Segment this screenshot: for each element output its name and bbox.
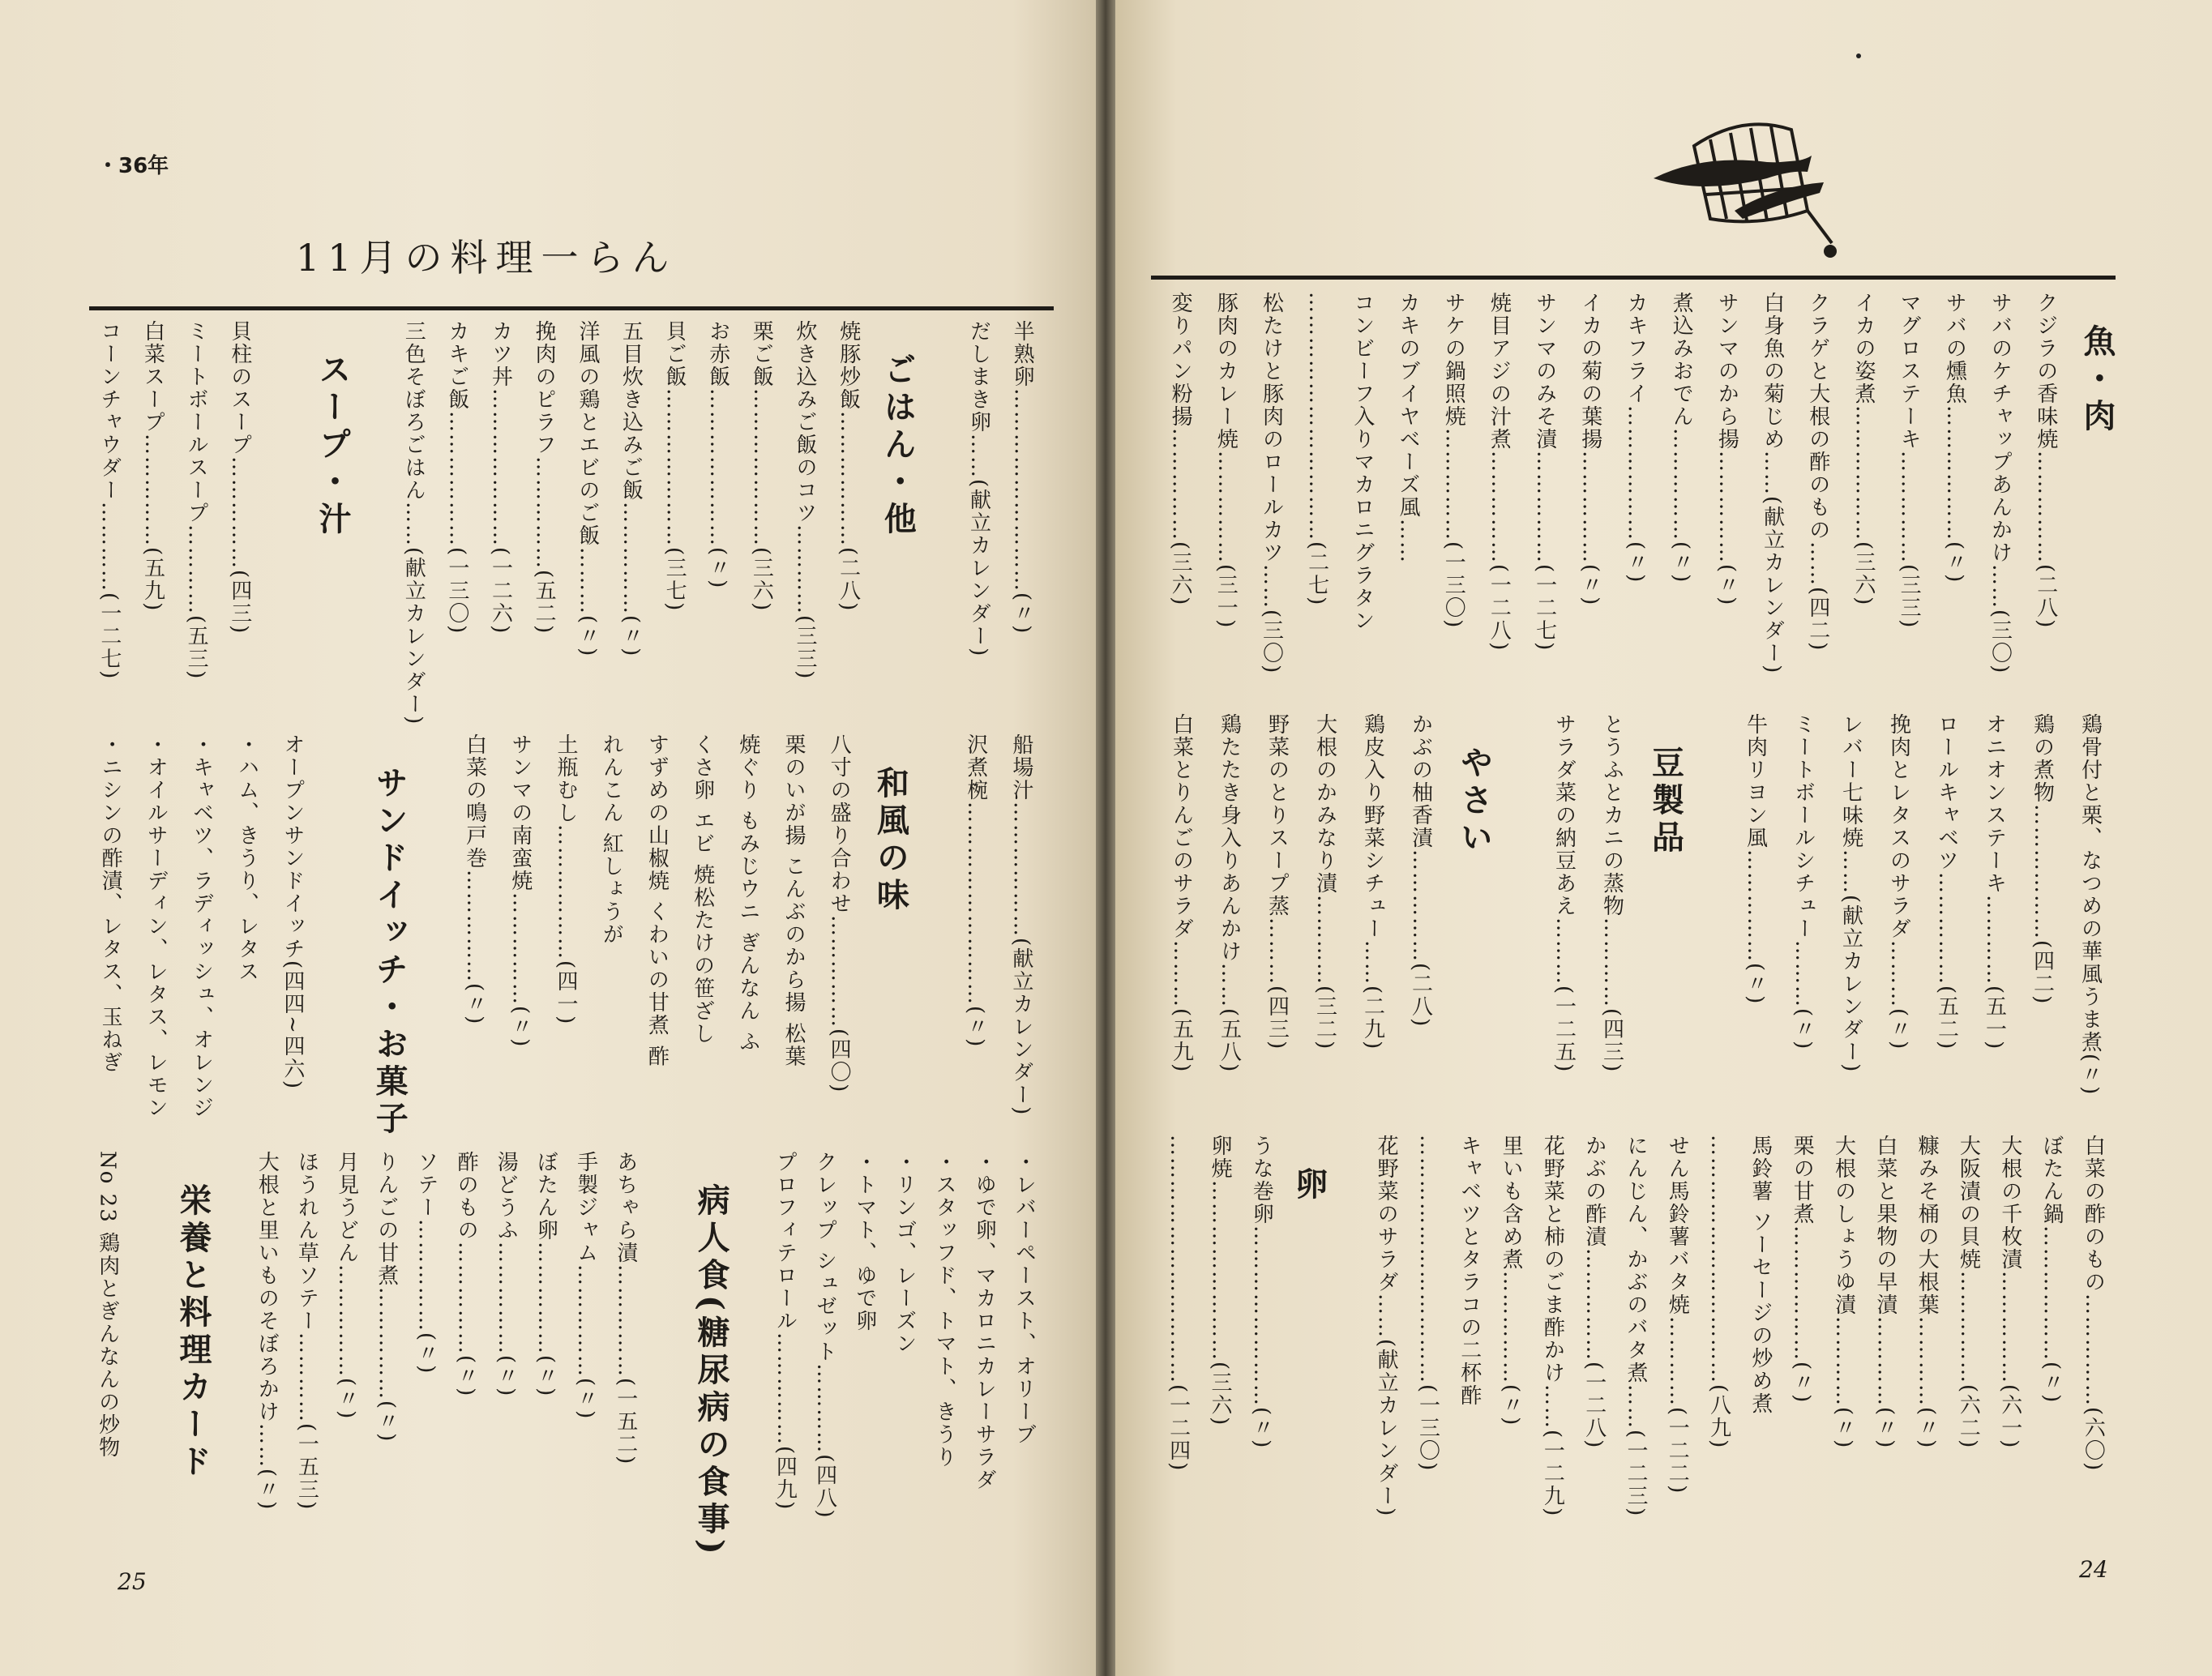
menu-entry: 煮込みおでん……………(〃) (1669, 292, 1694, 584)
menu-entry: イカの姿煮………………(三六) (1850, 292, 1876, 607)
menu-entry: 花野菜のサラダ……(献立カレンダー) (1374, 1135, 1399, 1518)
menu-entry: 白菜の鳴戸巻……………(〃) (462, 733, 487, 1026)
menu-entry: ・スタッフド、トマト、きうり (932, 1151, 957, 1469)
menu-entry: 鶏骨付と栗、なつめの華風うま煮(〃) (2077, 713, 2103, 1097)
menu-entry: 白菜とりんごのサラダ………(五九) (1169, 713, 1194, 1074)
page-number-left: 25 (118, 1568, 147, 1595)
section-heading: 和風の味 (871, 766, 910, 915)
menu-entry: プロフィテロール……………(四九) (772, 1151, 798, 1511)
menu-entry: サケの鍋照焼……………(一三〇) (1441, 292, 1466, 630)
menu-entry: 野菜のとりスープ蒸………(四三) (1264, 713, 1290, 1051)
menu-entry: 焼ぐり もみじウニ ぎんなん ふ (735, 733, 760, 1054)
section-heading: 卵 (1290, 1167, 1328, 1204)
menu-entry: キャベツとタラコの二杯酢 (1457, 1135, 1482, 1407)
right-lower-section (1159, 1135, 2116, 1540)
menu-entry: ・レバーペースト、オリーブ (1012, 1151, 1037, 1446)
menu-entry: ソテー……………(〃) (413, 1151, 439, 1375)
menu-entry: 白菜スープ……………(五九) (140, 320, 165, 613)
grilled-fish-on-rack-icon (1645, 97, 1840, 267)
menu-entry: ・キャベツ、ラディッシュ、オレンジ (189, 733, 214, 1119)
menu-entry: 五目炊き込みご飯……………(〃) (618, 320, 644, 658)
menu-entry: レバー七味焼……(献立カレンダー) (1838, 713, 1863, 1074)
menu-entry: あちゃら漬……………(一五二) (613, 1151, 638, 1466)
menu-entry: サンマの南蛮焼……………(〃) (507, 733, 533, 1049)
menu-entry: 花野菜と柿のごま酢かけ……(一二九) (1540, 1135, 1565, 1518)
menu-entry: No 23 鶏肉とぎんなんの炒物 (95, 1151, 120, 1460)
menu-entry: ……………………………(一三〇) (1415, 1135, 1440, 1473)
menu-entry: ……………………………(一二四) (1166, 1135, 1191, 1473)
menu-entry: 栗ご飯…………………(三六) (749, 320, 774, 613)
ink-dot (1856, 53, 1861, 58)
menu-entry: とうふとカニの蒸物…………(四三) (1599, 713, 1624, 1074)
menu-entry: 三色そぼろごはん……(献立カレンダー) (401, 320, 426, 726)
menu-entry: 沢煮椀………………………(〃) (963, 733, 988, 1049)
menu-entry: 貝ご飯…………………(三七) (662, 320, 687, 613)
menu-entry: 半熟卵………………………(〃) (1010, 320, 1035, 635)
menu-entry: うな巻卵……………………(〃) (1249, 1135, 1274, 1450)
menu-entry: ……………………………(二七) (1304, 292, 1329, 607)
menu-entry: イカの菊の葉揚……………(〃) (1577, 292, 1602, 607)
menu-entry: カキご飯………………(一三〇) (444, 320, 469, 635)
menu-entry: 糠みそ桶の大根葉…………(〃) (1915, 1135, 1940, 1450)
menu-entry: ・オイルサーディン、レタス、レモン (143, 733, 169, 1119)
menu-entry: 鶏の煮物………………(四二) (2030, 713, 2055, 1006)
left-middle-section (89, 733, 1046, 1139)
menu-entry: 大阪漬の貝焼……………(六二) (1956, 1135, 1981, 1450)
menu-entry: 焼目アジの汁煮……………(一二八) (1487, 292, 1512, 652)
menu-entry: 松たけと豚肉のロールカツ……(三〇) (1259, 292, 1284, 675)
menu-entry: 炊き込みご飯のコツ…………(三三) (793, 320, 817, 681)
menu-entry: サバの燻魚………………(〃) (1942, 292, 1967, 584)
menu-entry: 白菜と果物の早漬…………(〃) (1872, 1135, 1898, 1450)
menu-entry: 焼豚炒飯………………(二八) (836, 320, 861, 613)
menu-entry: ほうれん草ソテー…………(一五三) (294, 1151, 319, 1511)
title-rule-right (1151, 276, 2116, 280)
menu-entry: クラゲと大根の酢のもの……(四二) (1805, 292, 1830, 652)
menu-entry: ぼたん鍋………………(〃) (2039, 1135, 2064, 1405)
menu-entry: コーンチャウダー…………(一二七) (96, 320, 122, 681)
menu-entry: すずめの山椒焼 くわいの甘煮 酢 (644, 733, 670, 1068)
section-heading: 豆製品 (1646, 746, 1685, 857)
menu-entry: 牛肉リヨン風……………(〃) (1743, 713, 1768, 1006)
menu-entry: 里いも含め煮……………(〃) (1499, 1135, 1524, 1427)
menu-entry: カキのブイヤベーズ風…… (1396, 292, 1421, 564)
menu-entry: 白菜の酢のもの……………(六〇) (2081, 1135, 2106, 1473)
menu-entry: ・ハム、きうり、レタス (234, 733, 259, 983)
menu-entry: 卵焼……………………(三六) (1207, 1135, 1232, 1427)
page-number-right: 24 (2079, 1556, 2108, 1583)
menu-entry: 栗のいが揚 こんぶのから揚 松葉 (781, 733, 806, 1068)
menu-entry: 八寸の盛り合わせ……………(四〇) (827, 733, 852, 1094)
section-heading: スープ・汁 (314, 353, 352, 539)
menu-entry: 貝柱のスープ……………(四三) (227, 320, 252, 635)
menu-entry: 酢のもの……………(〃) (454, 1151, 479, 1398)
right-upper-section (1159, 292, 2116, 697)
section-heading: サンドイッチ・お菓子 (370, 766, 409, 1139)
menu-entry: かぶの柚香漬……………(二八) (1408, 713, 1433, 1028)
left-lower-section (89, 1151, 1046, 1559)
menu-entry: 豚肉のカレー焼……………(三一) (1213, 292, 1239, 630)
menu-entry: 船場汁………………(献立カレンダー) (1008, 733, 1033, 1117)
menu-entry: 大根と里いものそぼろかけ……(〃) (255, 1151, 280, 1511)
menu-entry: ・ゆで卵、マカロニカレーサラダ (972, 1151, 997, 1491)
menu-entry: だしまき卵……(献立カレンダー) (966, 320, 991, 658)
menu-entry: オープンサンドイッチ(四四~四六) (280, 733, 305, 1091)
menu-entry: マグロステーキ……………(三三) (1897, 292, 1922, 630)
menu-entry: れんこん 紅しょうが (599, 733, 624, 947)
menu-entry: サバのケチャップあんかけ……(三〇) (1987, 292, 2013, 675)
menu-entry: 鶏皮入り野菜シチュー……(二九) (1360, 713, 1385, 1051)
menu-entry: 大根のしょうゆ漬…………(〃) (1831, 1135, 1856, 1450)
menu-entry: オニオンステーキ…………(五一) (1982, 713, 2007, 1051)
menu-entry: ミートボールスープ…………(五三) (184, 320, 209, 681)
menu-entry: 馬鈴薯 ソーセージの炒め煮 (1748, 1135, 1773, 1416)
menu-entry: 挽肉のピラフ……………(五二) (532, 320, 557, 635)
menu-entry: 湯どうふ……………(〃) (494, 1151, 519, 1398)
menu-entry: ミートボールシチュー………(〃) (1791, 713, 1816, 1051)
menu-entry: 白身魚の菊じめ……(献立カレンダー) (1760, 292, 1785, 675)
section-heading: 魚・肉 (2077, 324, 2116, 436)
menu-entry: かぶの酢漬……………(一二八) (1581, 1135, 1607, 1450)
menu-entry: 月見うどん……………(〃) (334, 1151, 359, 1421)
menu-entry: クレップ シュゼット…………(四八) (812, 1151, 837, 1520)
menu-entry: 洋風の鶏とエビのご飯………(〃) (575, 320, 600, 658)
book-gutter (1096, 0, 1115, 1676)
menu-entry: 変りパン粉揚……………(三六) (1168, 292, 1193, 607)
right-middle-section (1159, 713, 2116, 1118)
section-heading: ごはん・他 (879, 353, 918, 539)
menu-entry: ・トマト、ゆで卵 (852, 1151, 877, 1332)
menu-entry: 大根の千枚漬……………(六一) (1997, 1135, 2022, 1450)
menu-entry: 鶏たたき身入りあんかけ……(五八) (1217, 713, 1242, 1074)
menu-entry: ロールキャベツ……………(五二) (1934, 713, 1959, 1051)
year-label: ・36年 (97, 154, 169, 178)
section-heading: 病人食(糖尿病の食事) (692, 1183, 731, 1559)
menu-entry: サンマのから揚……………(〃) (1714, 292, 1739, 607)
menu-entry: コンビーフ入りマカロニグラタン (1350, 292, 1375, 632)
left-upper-section (89, 320, 1046, 726)
title-rule-left (89, 306, 1054, 310)
page-title: 11月の料理一らん (296, 236, 678, 280)
menu-entry: ぼたん卵……………(〃) (533, 1151, 558, 1398)
menu-entry: カキフライ………………(〃) (1624, 292, 1648, 584)
menu-entry: サンマのみそ漬……………(一二七) (1532, 292, 1557, 652)
menu-entry: にんじん、かぶのバタ煮……(一二三) (1624, 1135, 1648, 1518)
menu-entry: 挽肉とレタスのサラダ………(〃) (1886, 713, 1911, 1051)
section-heading: 栄養と料理カード (173, 1183, 212, 1481)
menu-entry: くさ卵 エビ 焼松たけの笹ざし (690, 733, 715, 1045)
menu-entry: ・ニシンの酢漬、レタス、玉ねぎ (98, 733, 123, 1074)
menu-entry: サラダ菜の納豆あえ………(一二五) (1551, 713, 1577, 1074)
menu-entry: りんごの甘煮……………(〃) (374, 1151, 399, 1443)
menu-entry: 土瓶むし………………(四一) (554, 733, 578, 1026)
menu-entry: ……………………………(八九) (1706, 1135, 1731, 1450)
menu-entry: クジラの香味焼……………(二八) (2033, 292, 2058, 630)
menu-entry: お赤飯…………………(〃) (705, 320, 730, 590)
menu-entry: せん馬鈴薯バタ焼…………(一二二) (1665, 1135, 1690, 1495)
menu-entry: 手製ジャム……………(〃) (573, 1151, 598, 1421)
menu-entry: 栗の甘煮………………(〃) (1790, 1135, 1815, 1405)
section-heading: やさい (1455, 746, 1494, 857)
menu-entry: カツ丼…………………(一二六) (488, 320, 513, 635)
menu-entry: 大根のかみなり漬…………(三二) (1312, 713, 1337, 1051)
menu-entry: ・リンゴ、レーズン (892, 1151, 917, 1355)
